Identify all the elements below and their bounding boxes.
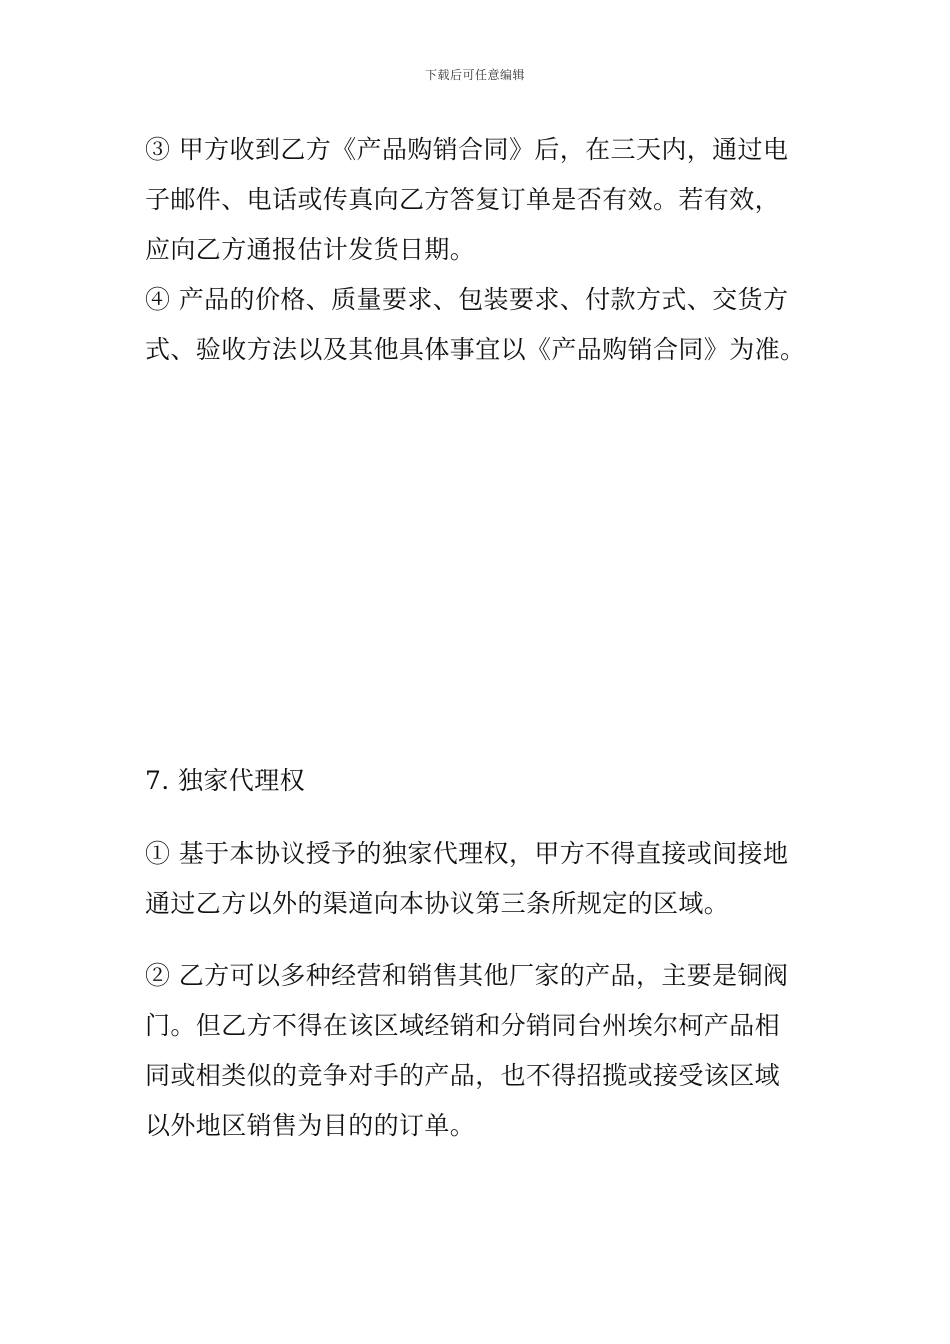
- text-line: 以外地区销售为目的的订单。: [145, 1111, 476, 1140]
- text-line: ② 乙方可以多种经营和销售其他厂家的产品，主要是铜阀: [145, 961, 789, 990]
- text-line: ③ 甲方收到乙方《产品购销合同》后，在三天内，通过电: [145, 135, 789, 164]
- header-note: 下载后可任意编辑: [424, 68, 525, 82]
- text-line: 门。但乙方不得在该区域经销和分销同台州埃尔柯产品相: [145, 1011, 781, 1040]
- text-line: 子邮件、电话或传真向乙方答复订单是否有效。若有效，: [145, 185, 781, 214]
- paragraph-exclusive-1: [145, 829, 805, 929]
- text-line: 同或相类似的竞争对手的产品，也不得招揽或接受该区域: [145, 1061, 781, 1090]
- paragraph-exclusive-2: [145, 951, 805, 1151]
- text-line: 式、验收方法以及其他具体事宜以《产品购销合同》为准。: [145, 335, 806, 364]
- section-title: 7. 独家代理权: [145, 766, 305, 795]
- paragraph-clause-4: [145, 275, 805, 375]
- text-line: ① 基于本协议授予的独家代理权，甲方不得直接或间接地: [145, 839, 789, 868]
- text-line: ④ 产品的价格、质量要求、包装要求、付款方式、交货方: [145, 285, 789, 314]
- text-line: 通过乙方以外的渠道向本协议第三条所规定的区域。: [145, 889, 730, 918]
- paragraph-clause-3: [145, 125, 805, 275]
- text-line: 应向乙方通报估计发货日期。: [145, 235, 476, 264]
- section-heading: [145, 756, 805, 806]
